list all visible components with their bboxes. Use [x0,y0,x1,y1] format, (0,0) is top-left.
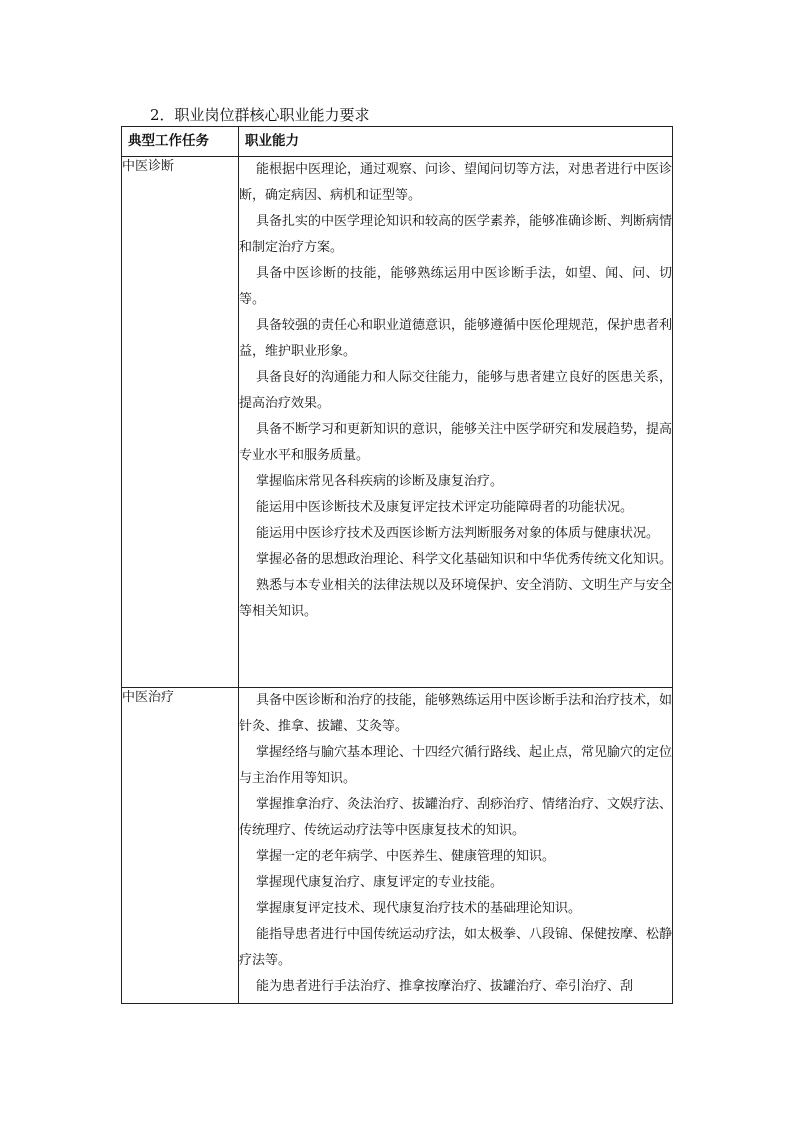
ability-item: 掌握现代康复治疗、康复评定的专业技能。 [256,875,504,890]
header-vocational-ability: 职业能力 [239,127,673,157]
ability-item: 具备扎实的中医学理论知识和较高的医学素养，能够准确诊断、判断病情和制定治疗方案。 [239,214,673,255]
abilities-cell [239,157,673,688]
ability-item: 具备中医诊断和治疗的技能，能够熟练运用中医诊断手法和治疗技术，如针灸、推拿、拔罐、艾灸等。 [239,693,673,734]
ability-item: 具备良好的沟通能力和人际交往能力，能够与患者建立良好的医患关系，提高治疗效果。 [239,370,673,411]
ability-item: 能根据中医理论，通过观察、问诊、望闻问切等方法，对患者进行中医诊断，确定病因、病机和证型等。 [239,162,673,203]
ability-item: 掌握经络与腧穴基本理论、十四经穴循行路线、起止点，常见腧穴的定位与主治作用等知识。 [239,745,673,786]
ability-item: 掌握一定的老年病学、中医养生、健康管理的知识。 [256,849,556,864]
table-row [122,688,673,1004]
ability-item: 具备较强的责任心和职业道德意识，能够遵循中医伦理规范，保护患者利益，维护职业形象。 [239,318,673,359]
section-heading: 2．职业岗位群核心职业能力要求 [150,106,370,124]
task-cell: 中医治疗 [122,688,239,1004]
competency-table [121,126,673,1004]
ability-item: 熟悉与本专业相关的法律法规以及环境保护、安全消防、文明生产与安全等相关知识。 [239,578,673,619]
ability-item: 具备中医诊断的技能，能够熟练运用中医诊断手法，如望、闻、问、切等。 [239,266,672,307]
ability-item: 能运用中医诊断技术及康复评定技术评定功能障碍者的功能状况。 [256,500,634,515]
table-row [122,157,673,688]
ability-item: 掌握临床常见各科疾病的诊断及康复治疗。 [256,474,504,489]
abilities-cell [239,688,673,1004]
ability-item: 能运用中医诊疗技术及西医诊断方法判断服务对象的体质与健康状况。 [256,526,660,541]
task-cell: 中医诊断 [122,157,239,688]
ability-item: 掌握推拿治疗、灸法治疗、拔罐治疗、刮痧治疗、情绪治疗、文娱疗法、传统理疗、传统运动疗法等中医康复技术的知识。 [239,797,673,838]
ability-item: 具备不断学习和更新知识的意识，能够关注中医学研究和发展趋势，提高专业水平和服务质量。 [239,422,673,463]
ability-item: 能为患者进行手法治疗、推拿按摩治疗、拔罐治疗、牵引治疗、刮 [256,979,634,994]
header-typical-task: 典型工作任务 [122,127,239,157]
table-header-row [122,127,673,157]
ability-item: 掌握康复评定技术、现代康复治疗技术的基础理论知识。 [256,901,582,916]
ability-item: 能指导患者进行中国传统运动疗法，如太极拳、八段锦、保健按摩、松静疗法等。 [239,927,673,968]
ability-item: 掌握必备的思想政治理论、科学文化基础知识和中华优秀传统文化知识。 [256,552,673,567]
